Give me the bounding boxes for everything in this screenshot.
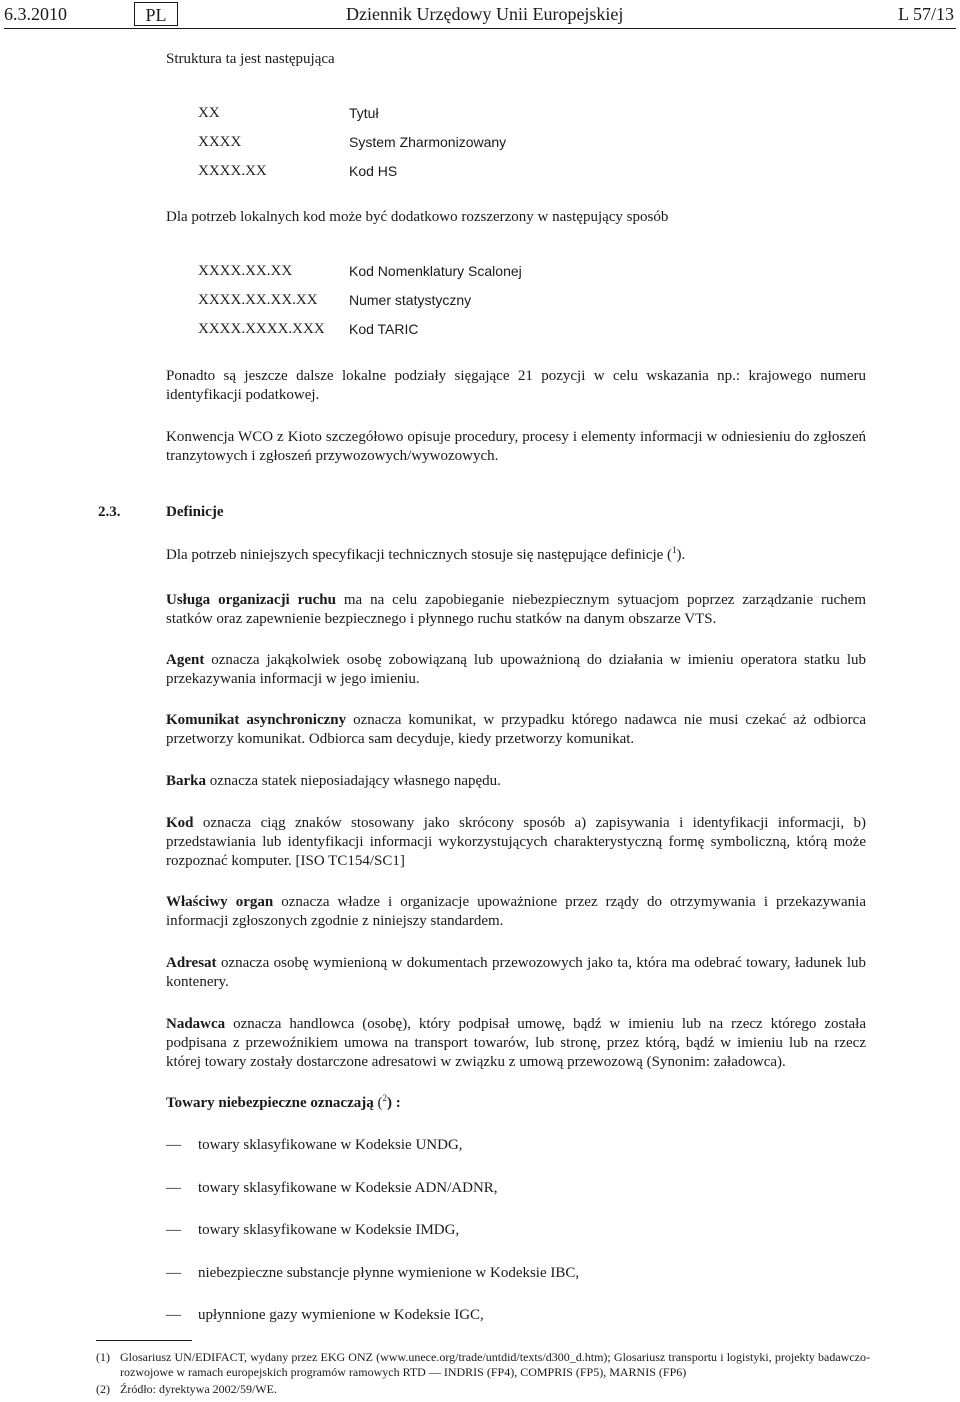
extended-code: XXXX.XX.XX.XX <box>198 292 318 308</box>
list-item: niebezpieczne substancje płynne wymienione w Kodeksie IBC, <box>198 1265 580 1281</box>
structure-code: XXXX <box>198 134 242 150</box>
footnote-text: Źródło: dyrektywa 2002/59/WE. <box>120 1382 277 1396</box>
definition-term: Adresat <box>166 955 217 971</box>
footnote-rule <box>96 1340 192 1341</box>
header-rule <box>4 28 956 29</box>
definition-term: Barka <box>166 773 207 789</box>
definition-item: Właściwy organ oznacza władze i organizacje upoważnione przez rządy do otrzymywania i przekazywania informacji zgłoszonych zgodnie z niniejszy standardem. <box>166 894 866 929</box>
language-label: PL <box>145 5 167 25</box>
extended-desc: Numer statystyczny <box>349 292 472 308</box>
header-date: 6.3.2010 <box>4 4 67 24</box>
list-dash: — <box>166 1180 181 1196</box>
list-item: towary sklasyfikowane w Kodeksie IMDG, <box>198 1222 460 1238</box>
definition-term: Właściwy organ <box>166 894 274 910</box>
footnote-text: Glosariusz UN/EDIFACT, wydany przez EKG ONZ (www.unece.org/trade/untdid/texts/d300_d.htm); Glosariusz transportu i logistyki, projekty badawczo-rozwojowe w ramach europejskich programów ramowych RTD — INDRIS (FP4), COMPRIS (FP5), MARNIS (FP6) <box>120 1350 870 1379</box>
structure-desc: Tytuł <box>349 105 379 121</box>
footnote-ref: 1 <box>672 545 677 555</box>
definition-item: Adresat oznacza osobę wymienioną w dokumentach przewozowych jako ta, która ma odebrać towary, ładunek lub kontenery. <box>166 955 866 990</box>
list-dash: — <box>166 1307 181 1323</box>
extended-code: XXXX.XXXX.XXX <box>198 321 325 337</box>
list-dash: — <box>166 1222 181 1238</box>
structure-code: XX <box>198 105 220 121</box>
definition-item: Barka oznacza statek nieposiadający własnego napędu. <box>166 773 501 789</box>
definition-term: Agent <box>166 652 205 668</box>
footnote-number: (2) <box>96 1382 110 1396</box>
structure-desc: Kod HS <box>349 163 398 179</box>
extended-intro: Dla potrzeb lokalnych kod może być dodatkowo rozszerzony w następujący sposób <box>166 209 669 225</box>
definition-term: Nadawca <box>166 1016 226 1032</box>
list-dash: — <box>166 1137 181 1153</box>
journal-title: Dziennik Urzędowy Unii Europejskiej <box>346 4 624 24</box>
definition-term: Kod <box>166 815 194 831</box>
structure-code: XXXX.XX <box>198 163 267 179</box>
page-reference: L 57/13 <box>898 4 954 24</box>
definition-item: Komunikat asynchroniczny oznacza komunikat, w przypadku którego nadawca nie musi czekać aż odbiorca przetworzy komunikat. Odbiorca sam decyduje, kiedy przetworzy komunikat. <box>166 712 866 747</box>
list-dash: — <box>166 1265 181 1281</box>
definition-term: Komunikat asynchroniczny <box>166 712 347 728</box>
extended-code: XXXX.XX.XX <box>198 263 293 279</box>
definition-item: Kod oznacza ciąg znaków stosowany jako skrócony sposób a) zapisywania i identyfikacji informacji, b) przedstawiania lub identyfikacji informacji wykorzystujących charakterystyczną formę symboliczną, którą może rozpoznać komputer. [ISO TC154/SC1] <box>166 815 866 869</box>
language-badge <box>134 2 178 26</box>
list-item: towary sklasyfikowane w Kodeksie UNDG, <box>198 1137 463 1153</box>
paragraph-additional: Ponadto są jeszcze dalsze lokalne podziały sięgające 21 pozycji w celu wskazania np.: krajowego numeru identyfikacji podatkowej. <box>166 368 866 403</box>
paragraph-wco: Konwencja WCO z Kioto szczegółowo opisuje procedury, procesy i elementy informacji w odniesieniu do zgłoszeń tranzytowych i zgłoszeń przywozowych/wywozowych. <box>166 429 866 464</box>
definitions-intro: Dla potrzeb niniejszych specyfikacji technicznych stosuje się następujące definicje ($^1$). <box>166 545 686 563</box>
section-title: Definicje <box>166 504 224 520</box>
definition-term: Usługa organizacji ruchu <box>166 592 336 608</box>
structure-desc: System Zharmonizowany <box>349 134 507 150</box>
structure-intro: Struktura ta jest następująca <box>166 51 335 67</box>
dangerous-goods-heading: Towary niebezpieczne oznaczają ($^2$) : <box>166 1093 401 1111</box>
footnote-number: (1) <box>96 1350 110 1364</box>
footnote-ref: 2 <box>382 1093 387 1103</box>
definition-item: Nadawca oznacza handlowca (osobę), który podpisał umowę, bądź w imieniu lub na rzecz którego została podpisana z przewoźnikiem umowa na transport towarów, lub stronę, przez którą, bądź w imieniu lub na rzecz której towary zostały dostarczone adresatowi w związku z umową przewozową (Synonim: załadowca). <box>166 1016 866 1070</box>
extended-desc: Kod Nomenklatury Scalonej <box>349 263 522 279</box>
list-item: upłynnione gazy wymienione w Kodeksie IGC, <box>198 1307 484 1323</box>
extended-desc: Kod TARIC <box>349 321 419 337</box>
definition-item: Agent oznacza jakąkolwiek osobę zobowiązaną lub upoważnioną do działania w imieniu operatora statku lub przekazywania informacji w jego imieniu. <box>166 652 866 687</box>
definition-item: Usługa organizacji ruchu ma na celu zapobieganie niebezpiecznym sytuacjom poprzez zarządzanie ruchem statków oraz zapewnienie bezpiecznego i płynnego ruchu statków na danym obszarze VTS. <box>166 592 867 627</box>
list-item: towary sklasyfikowane w Kodeksie ADN/ADNR, <box>198 1180 498 1196</box>
section-number: 2.3. <box>98 504 121 520</box>
